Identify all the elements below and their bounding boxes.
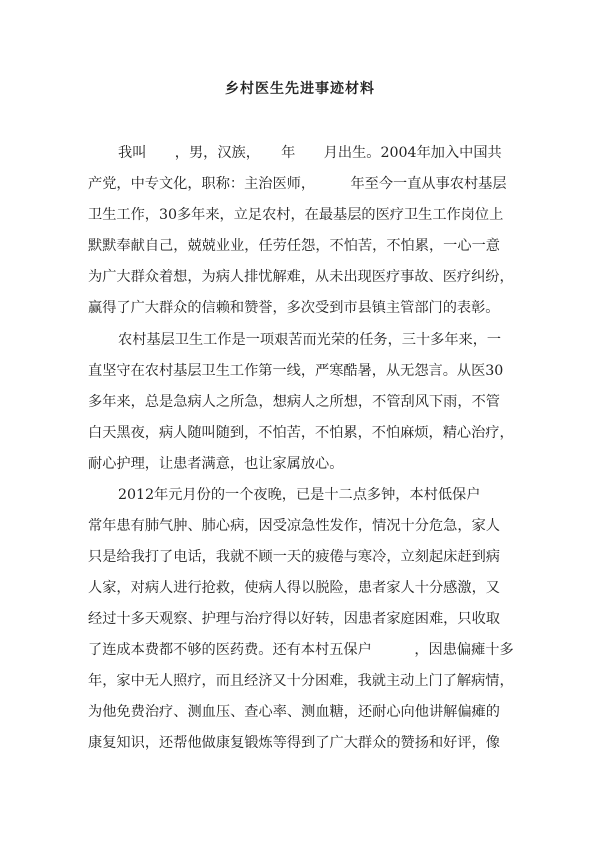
paragraph-2-line-5: 耐心护理，让患者满意，也让家属放心。	[88, 456, 344, 472]
document-title: 乡村医生先进事迹材料	[225, 81, 375, 97]
paragraph-3-line-5: 经过十多天观察、护理与治疗得以好转，因患者家庭困难，只收取	[88, 611, 500, 627]
paragraph-1-line-5: 为广大群众着想，为病人排忧解难，从未出现医疗事故、医疗纠纷，	[88, 269, 514, 285]
paragraph-1-line-6: 赢得了广大群众的信赖和赞誉，多次受到市县镇主管部门的表彰。	[88, 300, 500, 316]
paragraph-1-line-2: 产党，中专文化，职称：主治医师， 年至今一直从事农村基层	[88, 176, 507, 192]
paragraph-3-line-2: 常年患有肺气肿、肺心病，因受凉急性发作，情况十分危急，家人	[88, 518, 500, 534]
paragraph-3-line-6: 了连成本费都不够的医药费。还有本村五保户 ，因患偏瘫十多	[88, 642, 514, 658]
paragraph-3-line-1: 2012年元月份的一个夜晚，已是十二点多钟，本村低保户	[118, 487, 481, 503]
paragraph-1-line-4: 默默奉献自己，兢兢业业，任劳任怨，不怕苦，不怕累，一心一意	[88, 238, 500, 254]
paragraph-3-line-3: 只是给我打了电话，我就不顾一天的疲倦与寒冷，立刻起床赶到病	[88, 549, 500, 565]
paragraph-2-line-1: 农村基层卫生工作是一项艰苦而光荣的任务，三十多年来，一	[118, 332, 502, 348]
paragraph-1-line-1: 我叫 ，男，汉族， 年 月出生。2004年加入中国共	[118, 145, 502, 161]
paragraph-3-line-4: 人家，对病人进行抢救，使病人得以脱险，患者家人十分感激，又	[88, 580, 500, 596]
paragraph-2-line-2: 直坚守在农村基层卫生工作第一线，严寒酷暑，从无怨言。从医30	[88, 363, 504, 379]
paragraph-3-line-7: 年，家中无人照疗，而且经济又十分困难，我就主动上门了解病情，	[88, 673, 514, 689]
paragraph-2-line-3: 多年来，总是急病人之所急，想病人之所想，不管刮风下雨，不管	[88, 394, 500, 410]
paragraph-2-line-4: 白天黑夜，病人随叫随到，不怕苦，不怕累，不怕麻烦，精心治疗，	[88, 425, 514, 441]
paragraph-1-line-3: 卫生工作，30多年来，立足农村，在最基层的医疗卫生工作岗位上	[88, 207, 504, 223]
paragraph-3-line-9: 康复知识，还帮他做康复锻炼等得到了广大群众的赞扬和好评，像	[88, 735, 500, 751]
paragraph-3-line-8: 为他免费治疗、测血压、查心率、测血糖，还耐心向他讲解偏瘫的	[88, 704, 500, 720]
